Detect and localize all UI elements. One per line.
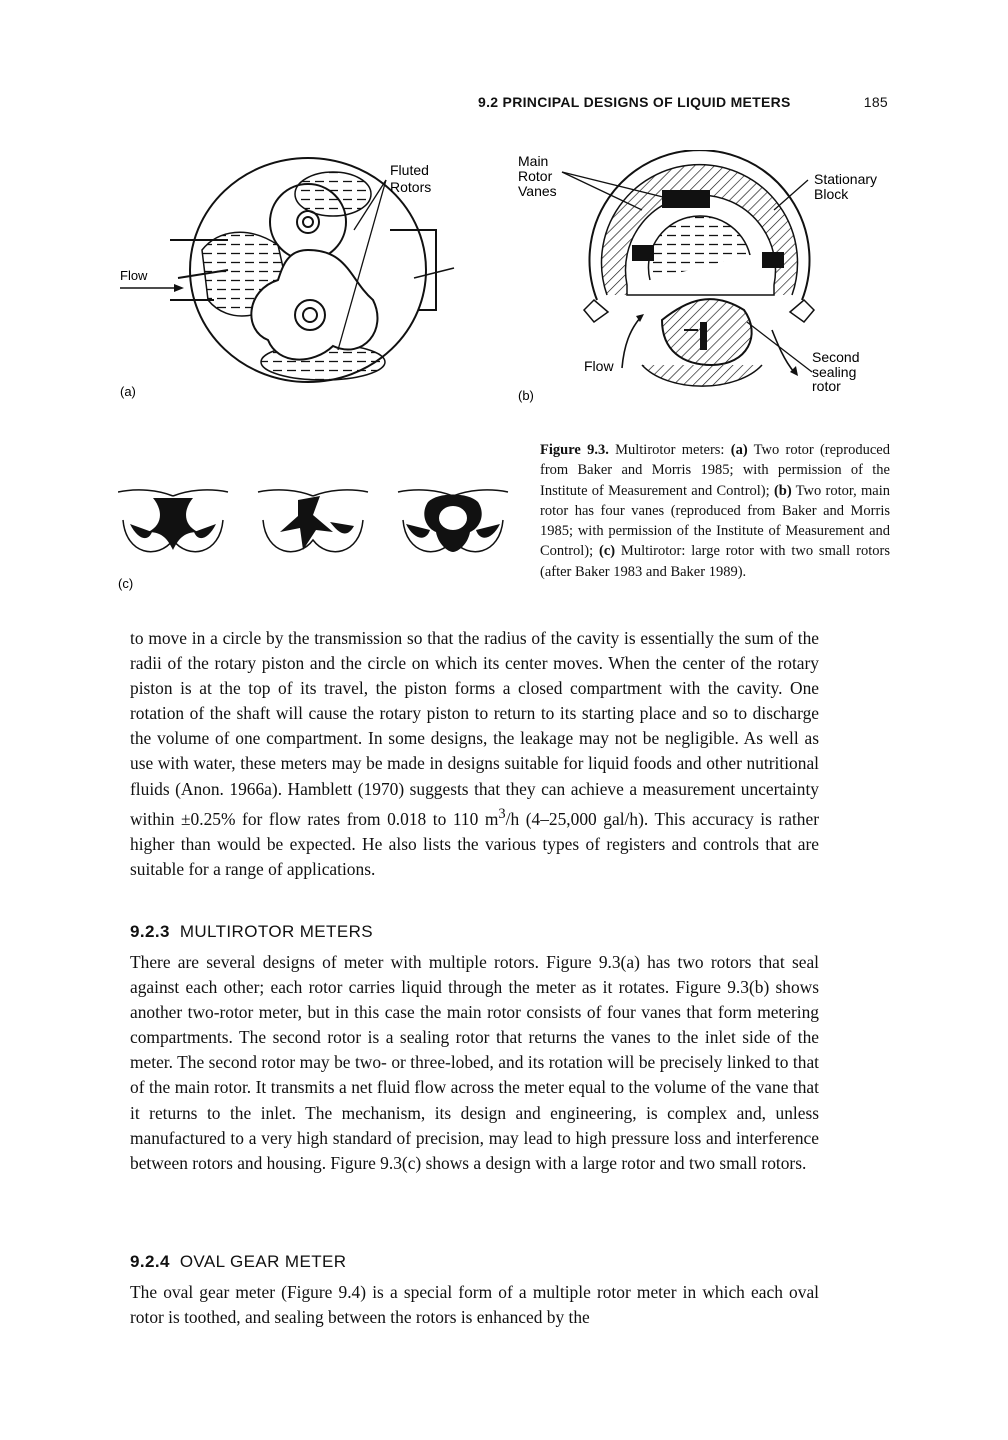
page-number: 185 bbox=[863, 94, 888, 110]
caption-a-text: Two rotor (reproduced from Baker and Morris 1985; with permission of the Institute of Measurement and Control); bbox=[540, 442, 890, 499]
para3-text: The oval gear meter (Figure 9.4) is a special form of a multiple rotor meter in which each oval rotor is toothed, and sealing between the rotors is enhanced by the bbox=[130, 1282, 819, 1328]
figure-9-3a-diagram bbox=[118, 150, 463, 405]
caption-b-text: Two rotor, main rotor has four vanes (reproduced from Baker and Morris 1985; with permission of the Institute of Measurement and Control); bbox=[540, 482, 890, 560]
body-paragraph-1 bbox=[130, 626, 819, 882]
para1-superscript: 3 bbox=[498, 805, 506, 822]
section-number: 9.2.4 bbox=[130, 1252, 170, 1271]
figure-9-3c-diagram bbox=[118, 470, 513, 600]
running-header bbox=[478, 94, 888, 110]
caption-b-tag: (b) bbox=[773, 482, 792, 499]
caption-intro: Multirotor meters: bbox=[608, 442, 731, 458]
label-fluted: Fluted bbox=[390, 162, 429, 178]
label-vanes: Vanes bbox=[518, 183, 557, 199]
label-sealing: sealing bbox=[812, 364, 857, 380]
label-stationary: Stationary bbox=[814, 171, 878, 187]
label-main: Main bbox=[518, 153, 549, 169]
caption-label: Figure 9.3. bbox=[540, 442, 609, 458]
running-title: 9.2 PRINCIPAL DESIGNS OF LIQUID METERS bbox=[478, 94, 791, 110]
label-rotor: Rotor bbox=[518, 168, 553, 184]
label-rotor-2: rotor bbox=[812, 378, 841, 394]
para1-text-a: to move in a circle by the transmission so that the radius of the cavity is essentially the sum of the radii of the rotary piston and the circle on which its center moves. When the center of the rotary piston is at the top of its travel, the piston forms a closed compartment with the cavity. One rotation of the shaft will cause the rotary piston to return to its starting place and so to discharge the volume of one compartment. In some designs, the leakage may not be negligible. As well as use with water, these meters may be made in designs suitable for liquid foods and other nutritional fluids (Anon. 1966a). Hamblett (1970) suggests that they can achieve a measurement uncertainty within ±0.25% for flow rates from 0.018 to 110 m bbox=[130, 628, 819, 829]
section-number: 9.2.3 bbox=[130, 922, 170, 941]
figure-caption bbox=[540, 440, 890, 582]
label-block: Block bbox=[814, 186, 849, 202]
caption-a-tag: (a) bbox=[730, 442, 748, 458]
body-paragraph-2 bbox=[130, 950, 819, 1176]
label-flow-b: Flow bbox=[584, 358, 614, 374]
section-heading-9-2-4 bbox=[130, 1252, 346, 1272]
figure-9-3b-diagram bbox=[512, 150, 892, 405]
label-rotors: Rotors bbox=[390, 179, 432, 195]
multirotor-stage-3 bbox=[398, 490, 508, 552]
label-flow-a: Flow bbox=[120, 268, 148, 283]
caption-c-text: Multirotor: large rotor with two small rotors (after Baker 1983 and Baker 1989). bbox=[540, 543, 890, 580]
para2-text: There are several designs of meter with multiple rotors. Figure 9.3(a) has two rotors that seal against each other; each rotor carries liquid through the meter as it rotates. Figure 9.3(b) shows another two-rotor meter, but in this case the main rotor consists of four vanes that form metering compartments. The second rotor is a sealing rotor that returns the vanes to the inlet side of the meter. The second rotor may be two- or three-lobed, and its rotation will be precisely linked to that of the main rotor. It transmits a net fluid flow across the meter equal to the volume of the vane that it returns to the inlet. The mechanism, its design and engineering, is complex and, unless manufactured to a very high standard of precision, may lead to high pressure loss and interference between rotors and housing. Figure 9.3(c) shows a design with a large rotor and two small rotors. bbox=[130, 952, 819, 1173]
body-paragraph-3 bbox=[130, 1280, 819, 1330]
multirotor-stage-2 bbox=[258, 490, 368, 552]
section-heading-9-2-3 bbox=[130, 922, 373, 942]
section-title: MULTIROTOR METERS bbox=[179, 922, 373, 941]
caption-c-tag: (c) bbox=[599, 543, 616, 560]
panel-label-a: (a) bbox=[120, 384, 136, 399]
label-second: Second bbox=[812, 349, 860, 365]
multirotor-stage-1 bbox=[118, 490, 228, 552]
panel-label-b: (b) bbox=[518, 388, 534, 403]
para1-text-b: /h (4–25,000 gal/h). This accuracy is rather higher than would be expected. He also lists the various types of registers and controls that are suitable for a range of applications. bbox=[130, 808, 819, 879]
section-title: OVAL GEAR METER bbox=[179, 1252, 347, 1271]
panel-label-c: (c) bbox=[118, 576, 134, 591]
